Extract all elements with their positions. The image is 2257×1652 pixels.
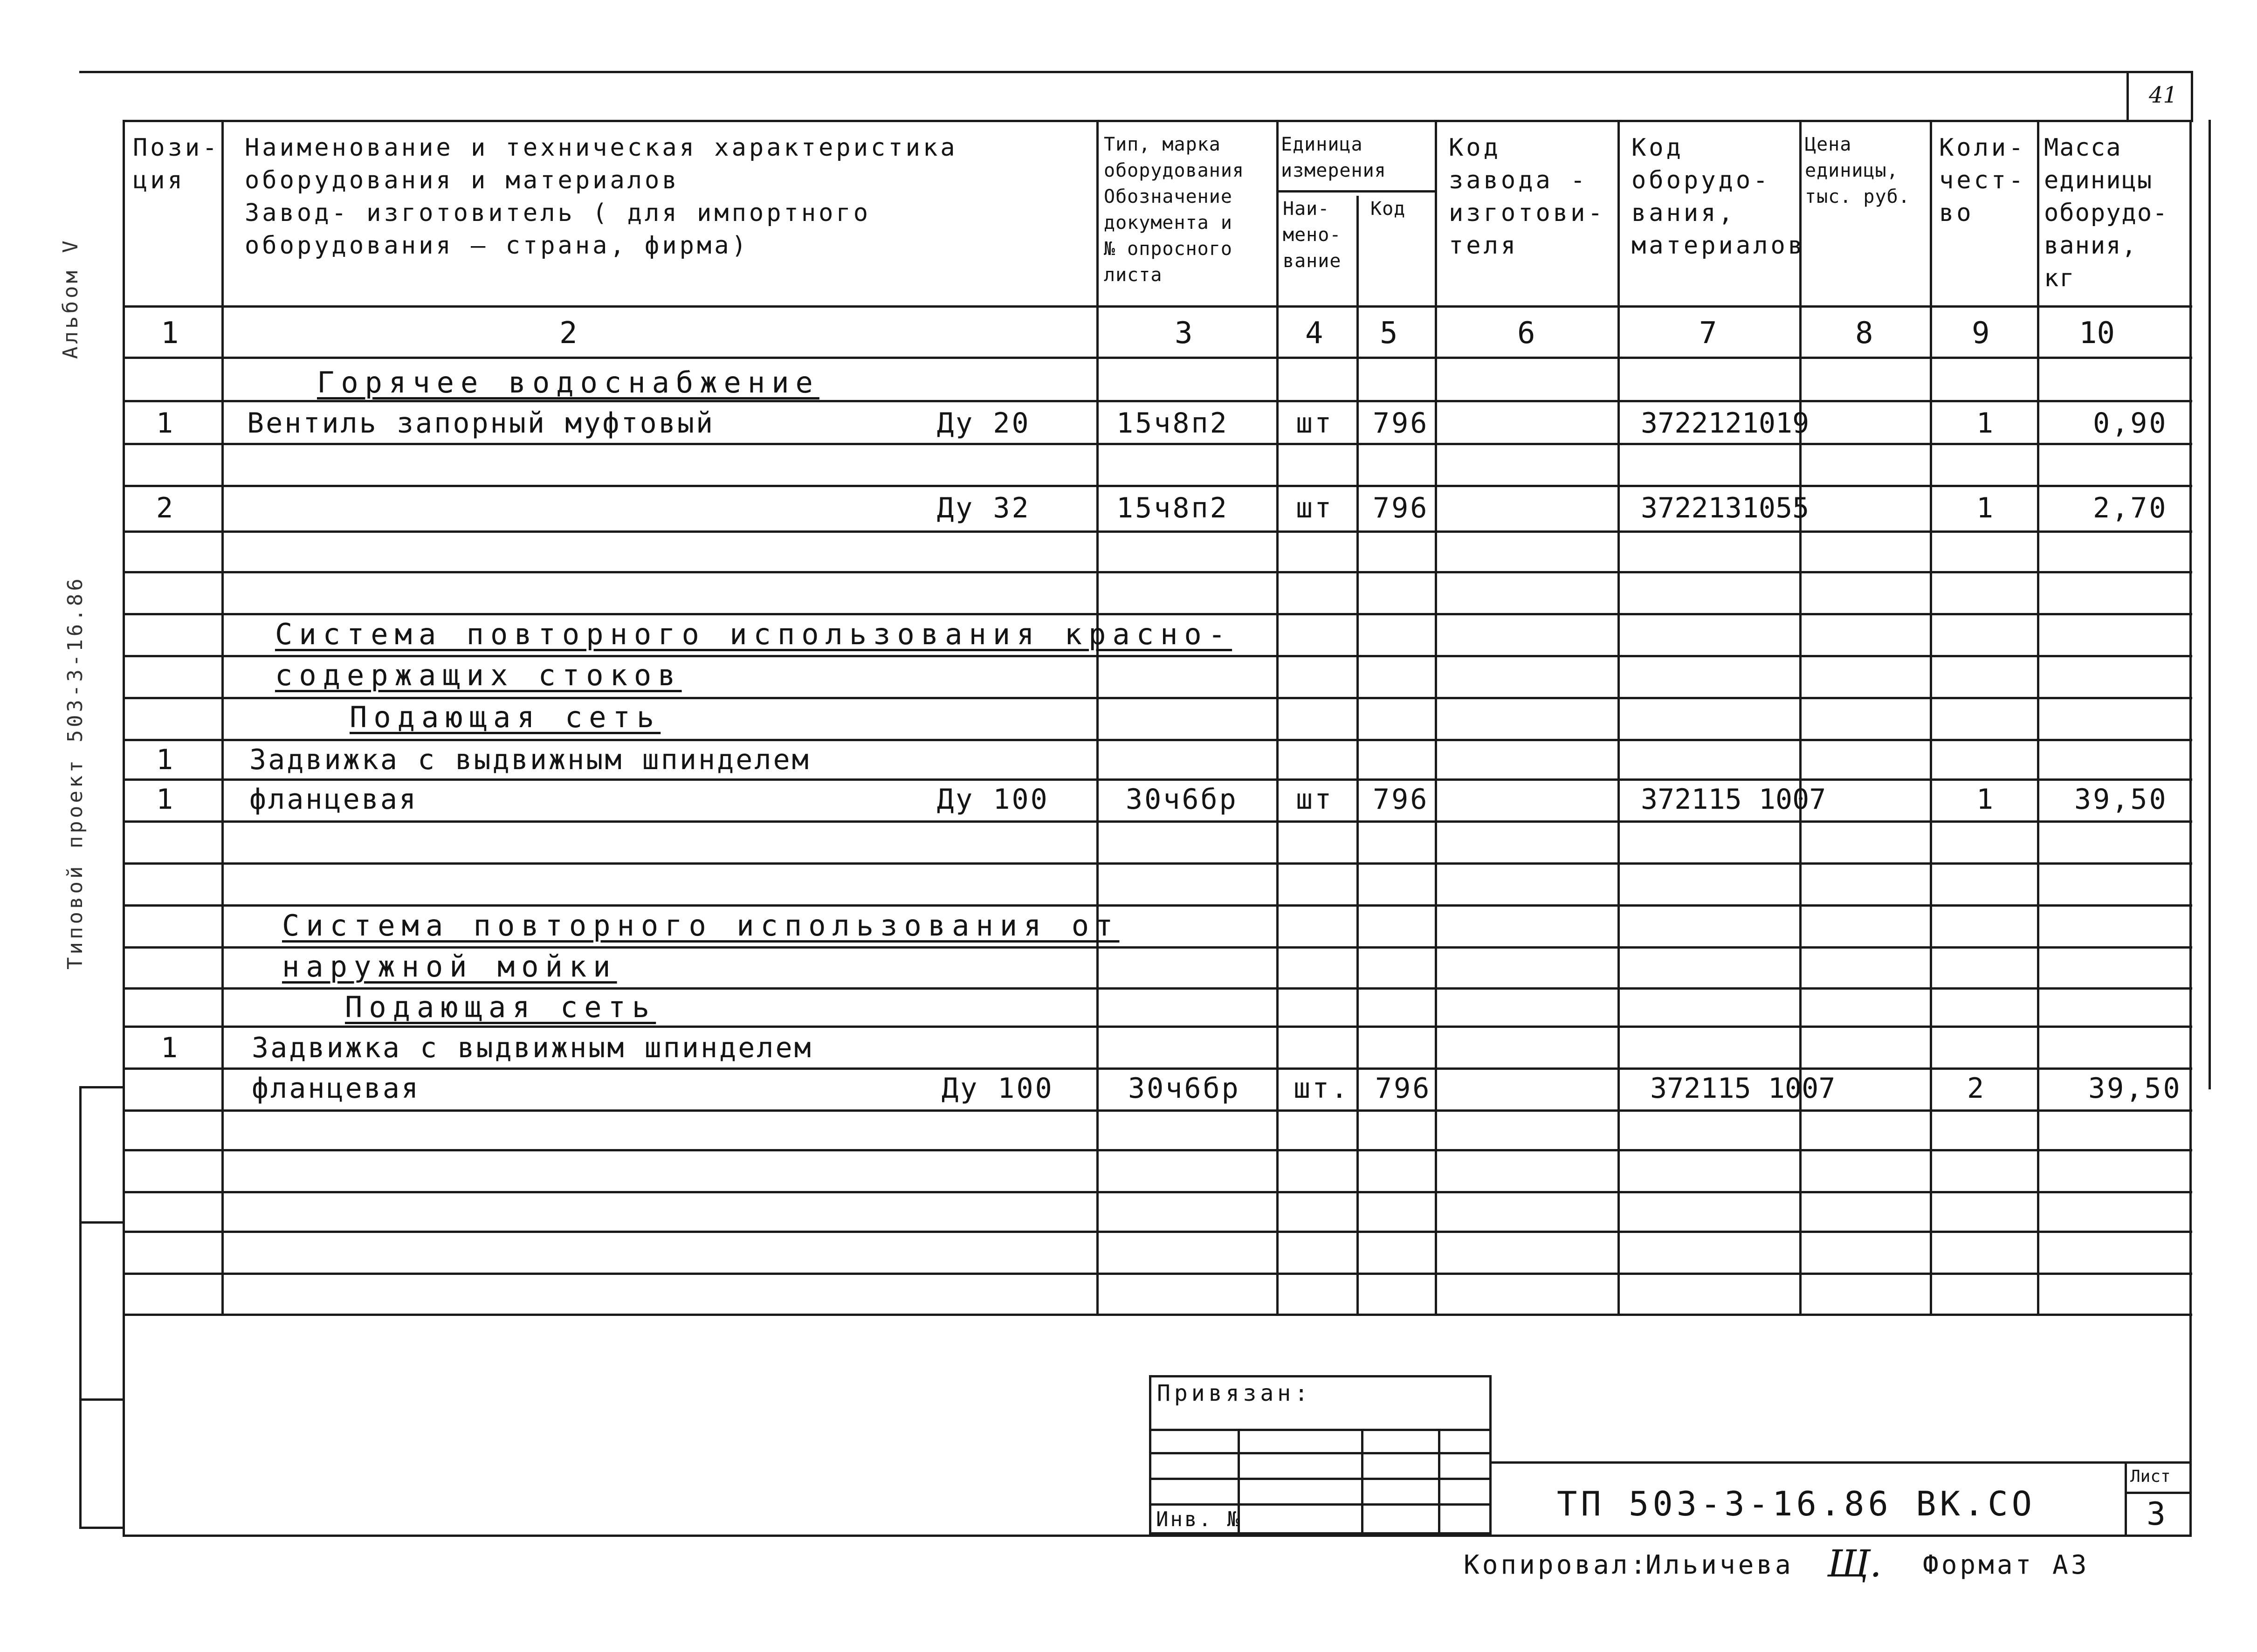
binding-strip-line bbox=[79, 1086, 82, 1527]
title-block-top-rule bbox=[1492, 1461, 2192, 1464]
row1-qty: 1 bbox=[1976, 407, 1996, 440]
row-rule bbox=[123, 778, 2192, 781]
inv-label: Инв. № bbox=[1156, 1507, 1241, 1531]
binding-tick-4 bbox=[79, 1527, 124, 1529]
row3-name: Задвижка с выдвижным шпинделем bbox=[249, 743, 811, 776]
binding-tick-3 bbox=[79, 1398, 124, 1401]
colnum-3: 3 bbox=[1175, 316, 1193, 351]
colnum-5: 5 bbox=[1380, 316, 1398, 351]
unit-group-rule bbox=[1276, 190, 1435, 193]
format-label: Формат А3 bbox=[1923, 1550, 2090, 1580]
row6-unit: шт. bbox=[1294, 1072, 1350, 1105]
section-subtitle-supply-1: Подающая сеть bbox=[350, 700, 661, 734]
row4-dn: Ду 100 bbox=[937, 783, 1049, 816]
table-bottom-rule bbox=[123, 1314, 2192, 1316]
page-number-box-left bbox=[2126, 71, 2129, 120]
document-designation: ТП 503-3-16.86 ВК.СО bbox=[1557, 1484, 2036, 1523]
page-number: 41 bbox=[2149, 82, 2178, 108]
frame-bottom-border bbox=[123, 1535, 2192, 1537]
row-rule bbox=[123, 400, 2192, 402]
table-top-border bbox=[123, 120, 2193, 122]
row2-unit: шт bbox=[1296, 492, 1334, 524]
page-number-box-right bbox=[2191, 71, 2193, 120]
row6-qty: 2 bbox=[1967, 1072, 1986, 1105]
section-subtitle-supply-2: Подающая сеть bbox=[345, 990, 656, 1024]
header-maker-code: Код завода - изготови- теля bbox=[1449, 134, 1605, 260]
header-mass: Масса единицы оборудо- вания, кг bbox=[2044, 134, 2168, 292]
frame-left-border bbox=[123, 120, 125, 1537]
header-unit-name: Наи- мено- вание bbox=[1283, 198, 1342, 272]
row4-mass: 39,50 bbox=[2074, 783, 2168, 816]
row3-position: 1 bbox=[156, 743, 175, 776]
row-rule bbox=[123, 1231, 2192, 1233]
header-equip-code: Код оборудо- вания, материалов bbox=[1631, 134, 1806, 260]
row4-unit-code: 796 bbox=[1373, 783, 1429, 816]
stamp-col-rule bbox=[1438, 1429, 1440, 1535]
bound-label: Привязан: bbox=[1157, 1380, 1312, 1406]
row6-equip-code: 372115 1007 bbox=[1650, 1072, 1836, 1105]
row-rule bbox=[123, 697, 2192, 699]
section-title-hot-water: Горячее водоснабжение bbox=[317, 365, 819, 399]
colnum-1: 1 bbox=[161, 316, 179, 351]
row-rule bbox=[123, 904, 2192, 907]
header-unit-group: Единица измерения bbox=[1281, 134, 1386, 181]
row2-qty: 1 bbox=[1976, 492, 1996, 524]
colnum-9: 9 bbox=[1972, 316, 1990, 351]
side-label-album: Альбом V bbox=[59, 238, 83, 359]
sheet-label: Лист bbox=[2130, 1467, 2171, 1486]
row-rule bbox=[123, 739, 2192, 741]
colnum-bottom-rule bbox=[123, 357, 2192, 359]
row-rule bbox=[123, 1149, 2192, 1151]
header-unit-code: Код bbox=[1370, 198, 1406, 220]
row-rule bbox=[123, 987, 2192, 990]
row2-unit-code: 796 bbox=[1373, 492, 1429, 524]
header-price: Цена единицы, тыс. руб. bbox=[1805, 134, 1910, 207]
row4-name: фланцевая bbox=[249, 783, 418, 816]
col-rule-4 bbox=[1356, 196, 1359, 1315]
row1-name: Вентиль запорный муфтовый bbox=[247, 407, 715, 440]
col-rule-9 bbox=[2037, 120, 2039, 1315]
col-rule-7 bbox=[1799, 120, 1802, 1315]
row5-name: Задвижка с выдвижным шпинделем bbox=[252, 1032, 813, 1064]
row6-name: фланцевая bbox=[252, 1072, 420, 1105]
binding-tick-2 bbox=[79, 1221, 124, 1224]
row4-position: 1 bbox=[156, 783, 175, 816]
col-rule-8 bbox=[1930, 120, 1932, 1315]
copied-by: Ильичева bbox=[1645, 1550, 1794, 1580]
row-rule bbox=[123, 1026, 2192, 1028]
colnum-4: 4 bbox=[1305, 316, 1323, 351]
row-rule bbox=[123, 820, 2192, 823]
row-rule bbox=[123, 655, 2192, 657]
colnum-2: 2 bbox=[559, 316, 578, 351]
section-title-wash-reuse-cont: наружной мойки bbox=[282, 950, 617, 984]
row1-unit: шт bbox=[1296, 407, 1334, 440]
row5-position: 1 bbox=[161, 1032, 180, 1064]
row1-equip-code: 3722121019 bbox=[1641, 407, 1810, 440]
binding-tick-1 bbox=[79, 1086, 124, 1088]
row2-position: 2 bbox=[156, 492, 175, 524]
row1-mass: 0,90 bbox=[2093, 407, 2168, 440]
row1-position: 1 bbox=[156, 407, 175, 440]
row4-unit: шт bbox=[1296, 783, 1334, 816]
signature: Щ. bbox=[1827, 1542, 1882, 1585]
row2-type: 15ч8п2 bbox=[1116, 492, 1229, 524]
row4-type: 30ч6бр bbox=[1126, 783, 1238, 816]
row-rule bbox=[123, 443, 2192, 445]
row4-qty: 1 bbox=[1976, 783, 1996, 816]
row-rule bbox=[123, 1191, 2192, 1193]
header-quantity: Коли- чест- во bbox=[1939, 134, 2026, 227]
row6-type: 30ч6бр bbox=[1128, 1072, 1240, 1105]
row6-dn: Ду 100 bbox=[942, 1072, 1054, 1105]
row1-unit-code: 796 bbox=[1373, 407, 1429, 440]
section-title-paint-reuse-cont: содержащих стоков bbox=[275, 658, 682, 692]
row-rule bbox=[123, 571, 2192, 573]
row6-unit-code: 796 bbox=[1375, 1072, 1431, 1105]
row-rule bbox=[123, 1109, 2192, 1112]
row2-dn: Ду 32 bbox=[937, 492, 1031, 524]
colnum-7: 7 bbox=[1699, 316, 1717, 351]
frame-right-outer-line bbox=[2209, 120, 2211, 1089]
row-rule bbox=[123, 1273, 2192, 1275]
header-position: Пози- ция bbox=[133, 134, 220, 194]
col-rule-3 bbox=[1276, 120, 1279, 1315]
row1-type: 15ч8п2 bbox=[1116, 407, 1229, 440]
row-rule bbox=[123, 530, 2192, 533]
row-rule bbox=[123, 1067, 2192, 1070]
row-rule bbox=[123, 862, 2192, 865]
row2-equip-code: 3722131055 bbox=[1641, 492, 1810, 524]
colnum-10: 10 bbox=[2079, 316, 2115, 351]
row2-mass: 2,70 bbox=[2093, 492, 2168, 524]
col-rule-5 bbox=[1435, 120, 1437, 1315]
top-rule bbox=[79, 71, 2193, 73]
row4-equip-code: 372115 1007 bbox=[1641, 783, 1826, 816]
colnum-8: 8 bbox=[1855, 316, 1873, 351]
section-title-wash-reuse: Система повторного использования от bbox=[282, 909, 1120, 943]
colnum-6: 6 bbox=[1517, 316, 1535, 351]
row-rule bbox=[123, 613, 2192, 615]
col-rule-6 bbox=[1617, 120, 1620, 1315]
stamp-col-rule bbox=[1361, 1429, 1363, 1535]
copied-label: Копировал: bbox=[1464, 1550, 1649, 1580]
col-rule-2 bbox=[1096, 120, 1099, 1315]
header-name: Наименование и техническая характеристика оборудования и материалов Завод- изготовитель ( для импортного оборудования — страна, фирма) bbox=[245, 134, 958, 260]
side-label-project: Типовой проект 503-3-16.86 bbox=[63, 576, 87, 970]
row6-mass: 39,50 bbox=[2088, 1072, 2182, 1105]
sheet-box-left bbox=[2125, 1461, 2127, 1536]
section-title-paint-reuse: Система повторного использования красно- bbox=[275, 617, 1232, 651]
row-rule bbox=[123, 485, 2192, 487]
header-type: Тип, марка оборудования Обозначение документа и № опросного листа bbox=[1104, 134, 1244, 286]
row1-dn: Ду 20 bbox=[937, 407, 1031, 440]
header-bottom-rule bbox=[123, 305, 2192, 308]
sheet-box-mid bbox=[2125, 1492, 2190, 1494]
frame-right-border bbox=[2189, 120, 2192, 1537]
sheet-number: 3 bbox=[2147, 1496, 2166, 1533]
row-rule bbox=[123, 946, 2192, 949]
col-rule-1 bbox=[221, 120, 224, 1315]
